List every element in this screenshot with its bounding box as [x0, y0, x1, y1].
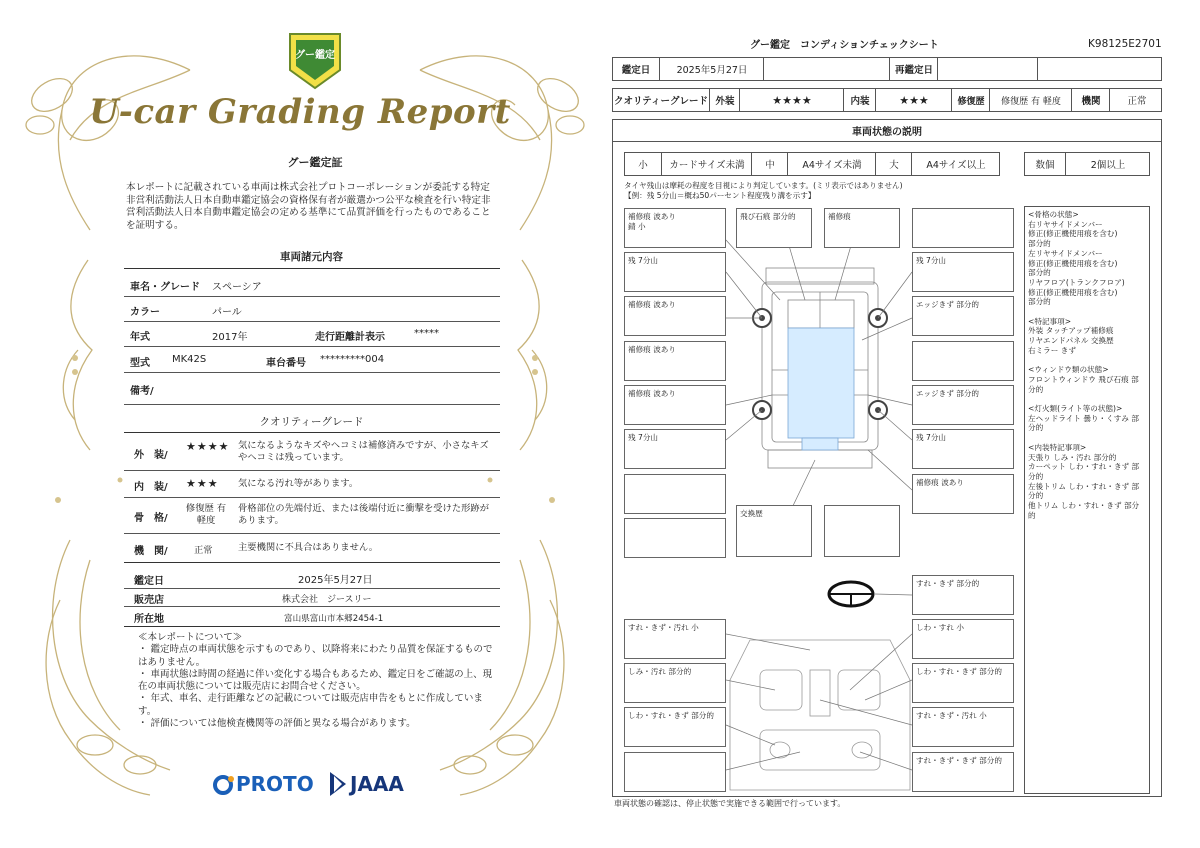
size-mid: 中 — [751, 153, 788, 175]
notes-title: ≪本レポートについて≫ — [138, 632, 243, 643]
condition-note-line: 部分的 — [1028, 297, 1051, 307]
note-item: ・ 鑑定時点の車両状態を示すものであり、以降将来にわたり品質を保証するものではありません。 — [138, 644, 493, 668]
condition-check-sheet — [600, 0, 1200, 848]
ext-callout-6: 残 7分山 — [912, 252, 1014, 292]
condition-notes — [1028, 210, 1146, 520]
ext-callout-2: 飛び石痕 部分的 — [736, 208, 812, 248]
ext-callout-17 — [624, 518, 726, 558]
name-label: 車名・グレード — [130, 282, 200, 293]
note-item: ・ 評価については他検査機関等の評価と異なる場合があります。 — [138, 718, 416, 730]
condition-note-line: 右ミラー きず — [1028, 345, 1076, 355]
count-label: 数個 — [1035, 160, 1055, 171]
color-label: カラー — [130, 307, 160, 318]
reinspect-label: 再鑑定日 — [889, 58, 938, 80]
ext-callout-4 — [912, 208, 1014, 248]
ext-callout-11: 補修痕 波あり — [624, 385, 726, 425]
condition-notes-panel — [1024, 206, 1150, 794]
int-callout-8 — [624, 752, 726, 792]
divider — [124, 268, 500, 269]
report-notes — [138, 632, 498, 730]
interior-stars: ★★★ — [186, 477, 219, 490]
engine-value: 正常 — [194, 545, 213, 556]
size-mid-desc: A4サイズ未満 — [787, 153, 876, 175]
address-label: 所在地 — [134, 614, 164, 625]
condition-note-line: 部分的 — [1028, 268, 1051, 278]
exterior-stars: ★★★★ — [186, 440, 230, 453]
tire-note: タイヤ残山は摩耗の程度を目視により判定しています。(ミリ表示ではありません) — [624, 181, 903, 190]
date-label: 鑑定日 — [134, 576, 164, 587]
chassis-label: 車台番号 — [266, 358, 306, 369]
condition-note-line: 左ヘッドライト 曇り・くすみ 部分的 — [1028, 413, 1139, 433]
divider — [124, 588, 500, 589]
ext-callout-7: 補修痕 波あり — [624, 296, 726, 336]
frame-description: 骨格部位の先端付近、または後端付近に衝撃を受けた形跡があります。 — [238, 503, 490, 527]
divider — [124, 606, 500, 607]
ext-callout-15 — [624, 474, 726, 514]
frame-value: 修復歴 有 軽度 — [185, 503, 227, 527]
int-callout-9: すれ・きず・きず 部分的 — [912, 752, 1014, 792]
int-callout-3: しわ・すれ 小 — [912, 619, 1014, 659]
ext-label: 外装 — [709, 89, 740, 111]
condition-note-line: リヤフロア(トランクフロア) — [1028, 277, 1125, 287]
address-value: 富山県富山市本郷2454-1 — [284, 614, 384, 624]
engine-label: 機関 — [1071, 89, 1110, 111]
chassis-value: *********004 — [320, 354, 385, 365]
condition-note-line: 部分的 — [1028, 239, 1051, 249]
proto-logo: PROTO — [236, 772, 314, 796]
model-label: 型式 — [130, 358, 150, 369]
sheet-title: グー鑑定 コンディションチェックシート — [750, 40, 939, 51]
condition-note-line — [1028, 356, 1146, 366]
frame-label: 骨 格/ — [134, 513, 168, 524]
divider — [124, 497, 500, 498]
ext-callout-13: 残 7分山 — [624, 429, 726, 469]
mileage-value: ***** — [414, 328, 439, 339]
name-value: スペーシア — [212, 282, 262, 293]
divider — [124, 562, 500, 563]
condition-note-line: <内装特記事項> — [1028, 442, 1087, 452]
divider — [124, 346, 500, 347]
divider — [124, 470, 500, 471]
remarks-label: 備考/ — [130, 386, 154, 397]
divider — [124, 626, 500, 627]
divider — [124, 372, 500, 373]
proto-logo-icon — [212, 774, 234, 799]
condition-note-line: <特記事項> — [1028, 316, 1072, 326]
quality-heading: クオリティーグレード — [259, 416, 364, 428]
engine-label: 機 関/ — [134, 546, 168, 557]
repair-value: 修復歴 有 軽度 — [989, 89, 1072, 111]
exterior-label: 外 装/ — [134, 450, 168, 461]
condition-note-line: 左後トリム しわ・すれ・きず 部分的 — [1028, 481, 1140, 501]
color-value: パール — [212, 307, 242, 318]
divider — [124, 432, 500, 433]
condition-note-line: カーペット しわ・すれ・きず 部分的 — [1028, 462, 1140, 481]
condition-note-line — [1028, 307, 1146, 317]
condition-note-line: 修正(修正機使用痕を含む) — [1028, 287, 1118, 297]
goo-appraisal-badge — [286, 30, 344, 92]
year-value: 2017年 — [212, 332, 248, 343]
sheet-code: K98125E2701 — [1088, 38, 1162, 50]
badge-text: グー鑑定 — [295, 50, 335, 61]
ext-stars: ★★★★ — [739, 89, 844, 111]
int-stars: ★★★ — [875, 89, 952, 111]
size-large: 大 — [875, 153, 912, 175]
ext-callout-12: エッジきず 部分的 — [912, 385, 1014, 425]
certificate-intro: 本レポートに記載されている車両は株式会社プロトコーポレーションが委託する特定非営利活動法人日本自動車鑑定協会の資格保有者が厳選かつ公平な検査を行い特定非営利活動法人日本自動車鑑定協会の定める基準にて品質評価を行ったものであることを証明する。 — [126, 182, 491, 231]
tire-example: 【例：残 5分山＝概ね50パーセント程度残り溝を示す】 — [624, 191, 816, 200]
date-value: 2025年5月27日 — [298, 575, 373, 586]
int-callout-1: すれ・きず 部分的 — [912, 575, 1014, 615]
divider — [124, 404, 500, 405]
note-item: ・ 年式、車名、走行距離などの記載については販売店申告をもとに作成しています。 — [138, 693, 483, 717]
condition-note-line: 外装 タッチアップ補修痕 — [1028, 326, 1114, 336]
sheet-footer: 車両状態の確認は、停止状態で実施できる範囲で行っています。 — [614, 799, 846, 808]
model-value: MK42S — [172, 354, 207, 365]
ext-callout-9: 補修痕 波あり — [624, 341, 726, 381]
ext-callout-3: 補修痕 — [824, 208, 900, 248]
jaaa-logo: JAAA — [350, 772, 404, 796]
engine-value: 正常 — [1109, 89, 1164, 111]
condition-note-line: フロントウィンドウ 飛び石痕 部分的 — [1028, 374, 1139, 394]
interior-description: 気になる汚れ等があります。 — [238, 478, 359, 489]
certificate-heading: グー鑑定証 — [287, 156, 343, 169]
ext-callout-19 — [824, 505, 900, 557]
count-desc: 2個以上 — [1065, 153, 1150, 175]
specs-heading: 車両諸元内容 — [280, 251, 343, 263]
condition-heading: 車両状態の説明 — [612, 119, 1162, 142]
ext-callout-1: 補修痕 波あり 錆 小 — [624, 208, 726, 248]
date-value: 2025年5月27日 — [659, 58, 764, 80]
note-item: ・ 車両状態は時間の経過に伴い変化する場合もあるため、鑑定日をご確認の上、現在の車両状態については販売店にお問合せください。 — [138, 668, 493, 693]
ext-callout-5: 残 7分山 — [624, 252, 726, 292]
size-large-desc: A4サイズ以上 — [911, 153, 1000, 175]
condition-note-line: 修正(修正機使用痕を含む) — [1028, 229, 1118, 239]
condition-note-line: <灯火類(ライト等の状態)> — [1028, 404, 1123, 414]
condition-note-line: 他トリム しわ・すれ・きず 部分的 — [1028, 501, 1140, 520]
divider — [124, 321, 500, 322]
int-callout-6: しわ・すれ・きず 部分的 — [624, 707, 726, 747]
mileage-label: 走行距離計表示 — [315, 332, 385, 343]
dealer-label: 販売店 — [134, 595, 164, 606]
dealer-value: 株式会社 ジースリー — [282, 595, 372, 605]
script-title: U-car Grading Report — [89, 92, 511, 132]
int-label: 内装 — [843, 89, 876, 111]
condition-note-line: 右リヤサイドメンバー — [1028, 219, 1103, 229]
condition-note-line: 左リヤサイドメンバー — [1028, 248, 1103, 258]
condition-note-line — [1028, 394, 1146, 404]
condition-note-line: <ウィンドウ類の状態> — [1028, 365, 1109, 375]
divider — [124, 533, 500, 534]
repair-label: 修復歴 — [951, 89, 990, 111]
size-small: 小 — [638, 160, 648, 171]
condition-note-line: 修正(修正機使用痕を含む) — [1028, 258, 1118, 268]
ext-callout-18: 交換歴 — [736, 505, 812, 557]
condition-note-line — [1028, 433, 1146, 443]
int-callout-4: しみ・汚れ 部分的 — [624, 663, 726, 703]
size-small-desc: カードサイズ未満 — [661, 153, 752, 175]
int-callout-5: しわ・すれ・きず 部分的 — [912, 663, 1014, 703]
grade-label: クオリティーグレード — [613, 96, 709, 107]
jaaa-logo-icon — [328, 770, 348, 801]
condition-note-line: 天張り しみ・汚れ 部分的 — [1028, 452, 1117, 462]
int-callout-2: すれ・きず・汚れ 小 — [624, 619, 726, 659]
date-label: 鑑定日 — [621, 65, 651, 76]
exterior-description: 気になるようなキズやヘコミは補修済みですが、小さなキズやヘコミは残っています。 — [238, 440, 489, 464]
engine-description: 主要機関に不具合はありません。 — [238, 542, 379, 553]
divider — [124, 296, 500, 297]
interior-label: 内 装/ — [134, 482, 168, 493]
ext-callout-16: 補修痕 波あり — [912, 474, 1014, 514]
ext-callout-10 — [912, 341, 1014, 381]
condition-note-line: リヤエンドパネル 交換歴 — [1028, 336, 1114, 346]
int-callout-7: すれ・きず・汚れ 小 — [912, 707, 1014, 747]
year-label: 年式 — [130, 332, 150, 343]
ext-callout-14: 残 7分山 — [912, 429, 1014, 469]
condition-note-line: <骨格の状態> — [1028, 210, 1079, 219]
ext-callout-8: エッジきず 部分的 — [912, 296, 1014, 336]
